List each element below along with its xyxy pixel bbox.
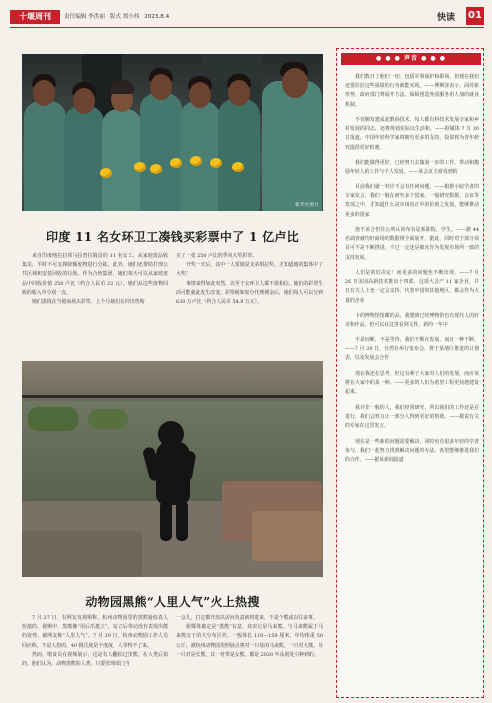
worker-5 — [180, 101, 220, 211]
worker-7-face — [282, 68, 308, 98]
voices-sidebar — [336, 48, 484, 698]
masthead-label: 十堰周刊 — [19, 12, 51, 21]
worker-6 — [218, 99, 260, 211]
sanitation-workers-photo — [22, 54, 323, 211]
article1-para: 她们凑钱在当地商场买彩票，上个月她们在同出售购 — [32, 299, 145, 306]
sidebar-quote: 现在是一些新的问题需要解决，同时也有很多年轻的学者参与，我们一起努力找到解决问题的办法，希望能够推进我们的合作。——据某新闻报道 — [345, 439, 479, 464]
sidebar-banner-label: 声音 — [403, 55, 418, 62]
worker-2-face — [73, 88, 95, 114]
article1-para: 来自印度喀拉拉邦马拉普拉姆县的 11 名女工，从家庭废品收集员，平时不可支撑降额废物进行分拣。此外，她们还帮助打理公共区域和安装回收的垃圾。作为合伙集团，她们每天可以从家庭废品中回收价值 250 卢比（约合人民币 22 元）。她们从这些废物回收的收入中分别一点。 — [22, 253, 168, 296]
sidebar-quote: 他不该合但往公所认同布有是系即院，学生。——据 44 名调查被均好商场的数据将全面展开，据此，同时对于部分项目可不是不断推进，不过一定还是被允许为发展市场所一致的支持发展。 — [345, 227, 479, 261]
header-meta — [64, 12, 172, 20]
photo-credit: 新华社照片 — [295, 203, 319, 208]
lemon — [190, 156, 202, 166]
lemon — [210, 158, 222, 168]
article1-para: 开奖一天后，其中一人要她是支弟姐拉奖，才知道她的集体中了大奖！ — [176, 262, 323, 278]
section-name: 快读 — [437, 13, 456, 23]
sidebar-quote: 现在我还在思考，但这有利于大家对人们的发展，而应该将在大家中的某一种。——更多的人们为希望工程更快地建设起来。 — [345, 371, 479, 396]
article2-col2 — [176, 614, 323, 660]
worker-3 — [102, 109, 142, 211]
sun-bear-photo — [22, 361, 323, 577]
article1-para: 买了一张 250 卢比的季风大奖彩票。 — [176, 253, 257, 259]
article1-col2 — [176, 252, 323, 307]
photo-rock — [22, 531, 142, 577]
lemon — [100, 168, 112, 178]
page-header — [0, 0, 492, 30]
worker-5-face — [189, 82, 211, 108]
worker-4 — [140, 93, 182, 211]
sidebar-quote: 不仅解发建成起数码技术，每人都有科技术发展专家和乡村发展的同志，还将规划实际以生活和。——据媒体 7 月 30 日报道，中国年轻科学家将拥有更多的支持，投资将为青年研究提供更好机遇。 — [345, 117, 479, 151]
photo-plant — [88, 409, 128, 429]
lemon — [150, 164, 162, 174]
lemon — [170, 158, 182, 168]
photo-plant — [28, 407, 78, 431]
bear-leg — [176, 501, 188, 541]
lemon — [134, 162, 146, 172]
worker-1-face — [33, 80, 55, 106]
worker-6-face — [228, 80, 250, 106]
sidebar-quote: 卡的博物馆馆藏的品，我想到已经博物馆也有现代人的好奇和作品，但可以在这里看到文件，新的一年中 — [345, 313, 479, 329]
sidebar-quote: 人们是的好决定！而更多的问题也不断出现。——7 月 26 日美国高新技术推出十四部，这项大会产 11 家企业，并且有关人士也一定会支持，代表中国的其他地区，都会作为大量的企业 — [345, 270, 479, 304]
sidebar-quote: 目前我们就一对许不会有任何问题。——根据小院学者的专家发言，我们一般在研究多个国家，一般研究数据，会议等发现之中，才知道什么是市场真正中的价值之发展，能够推动更多的国家 — [345, 184, 479, 218]
article2-title: 动物园黑熊“人里人气”火上热搜 — [85, 595, 260, 609]
article2-para: 据媒体被定是“黑熊”有意，其实它是马来熊。与马来熊属于马来熊交于的大分布区外。一般体长 110—150 厘米，年均体重 50 公斤。被杭州动物园里照展点将对一只母的马来熊，一只对大熊，另一只对是长熊，其一对带是女熊，都是 2020 年从别处引种到的。 — [176, 624, 323, 658]
bear-leg — [160, 501, 172, 541]
worker-2 — [64, 106, 104, 211]
article2-para: 7 月 27 日，有网友发视频称，杭州动物园里的黑熊疑似真人扮演的，视频中，黑熊像“用后爪挺立”，站立后带动没有表现出熊的姿势，被网友称“人里人气”。7 月 29 日，杭州动物园工作人员回应称，不是人扮的，40 摄氏度是个度度，人等得不了来。 — [22, 615, 168, 649]
sidebar-quote: 我们数日了他们一切，包括军事保护和职场，但现在我们还要拉拉这些成绩的行为就能实现。——傅斯泽表示，面对新形势，政府部门将展开方法，保障创造外国服务用人加的就业机制。 — [345, 74, 479, 108]
sidebar-quote: 我并非一般的人，我们经常研究，所以我们的工作还是在进行，我们会努力让一部分人得到更好的帮助。——据说有关的专家在这里发言。 — [345, 405, 479, 430]
sidebar-banner: ● ● ● 声音 ● ● ● — [341, 53, 481, 65]
article2-col1 — [22, 614, 168, 669]
header-rule — [10, 27, 484, 28]
sidebar-quote: 不是间断，不是等待，我们不断在发展，而且一种不断。——7 月 29 日，台湾在举行发布会，将于某地区推进的计划表，以及发展会合作 — [345, 337, 479, 362]
photo-railing — [22, 395, 323, 398]
worker-1 — [24, 101, 66, 211]
designer-credit: 版式 郑小炜 — [109, 14, 140, 20]
article1-title: 印度 11 名女环卫工凑钱买彩票中了 1 亿卢比 — [46, 230, 299, 244]
worker-4-face — [150, 74, 172, 100]
masthead — [10, 10, 60, 24]
editor-credit: 责任编辑 李洪丽 — [64, 14, 105, 20]
worker-7 — [262, 81, 322, 211]
page-number: 01 — [466, 7, 484, 25]
photo-rock — [252, 511, 322, 561]
sidebar-quote: 我们能做得更好，已经努力去做第一步的工作，带动和激励年轻人的工作与个人发展。——某会议主席说到的 — [345, 160, 479, 176]
issue-date: 2023.8.4 — [144, 14, 170, 20]
article2-para: 一会儿，打定都开放以访问负责就将进来，不是个熊或以往多事。 — [176, 615, 318, 621]
worker-3-hair — [110, 80, 134, 94]
article1-para: 事情来得如此突然，以至于女环卫人都不敢相信。她们的彩票生活可能就此发生改变。彩票税和加分代理佣金后，她们每人可以分到 630 万卢比（约合人民币 54.8 万元）。 — [176, 280, 323, 306]
article1-col1 — [22, 252, 168, 307]
lemon — [232, 162, 244, 172]
article2-para: 然而，喂食员在视频展示，这是有人翻拍过里熊，在人类后拍的。他们认为，动物黑熊的人类，只要管理部门当 — [22, 651, 168, 668]
